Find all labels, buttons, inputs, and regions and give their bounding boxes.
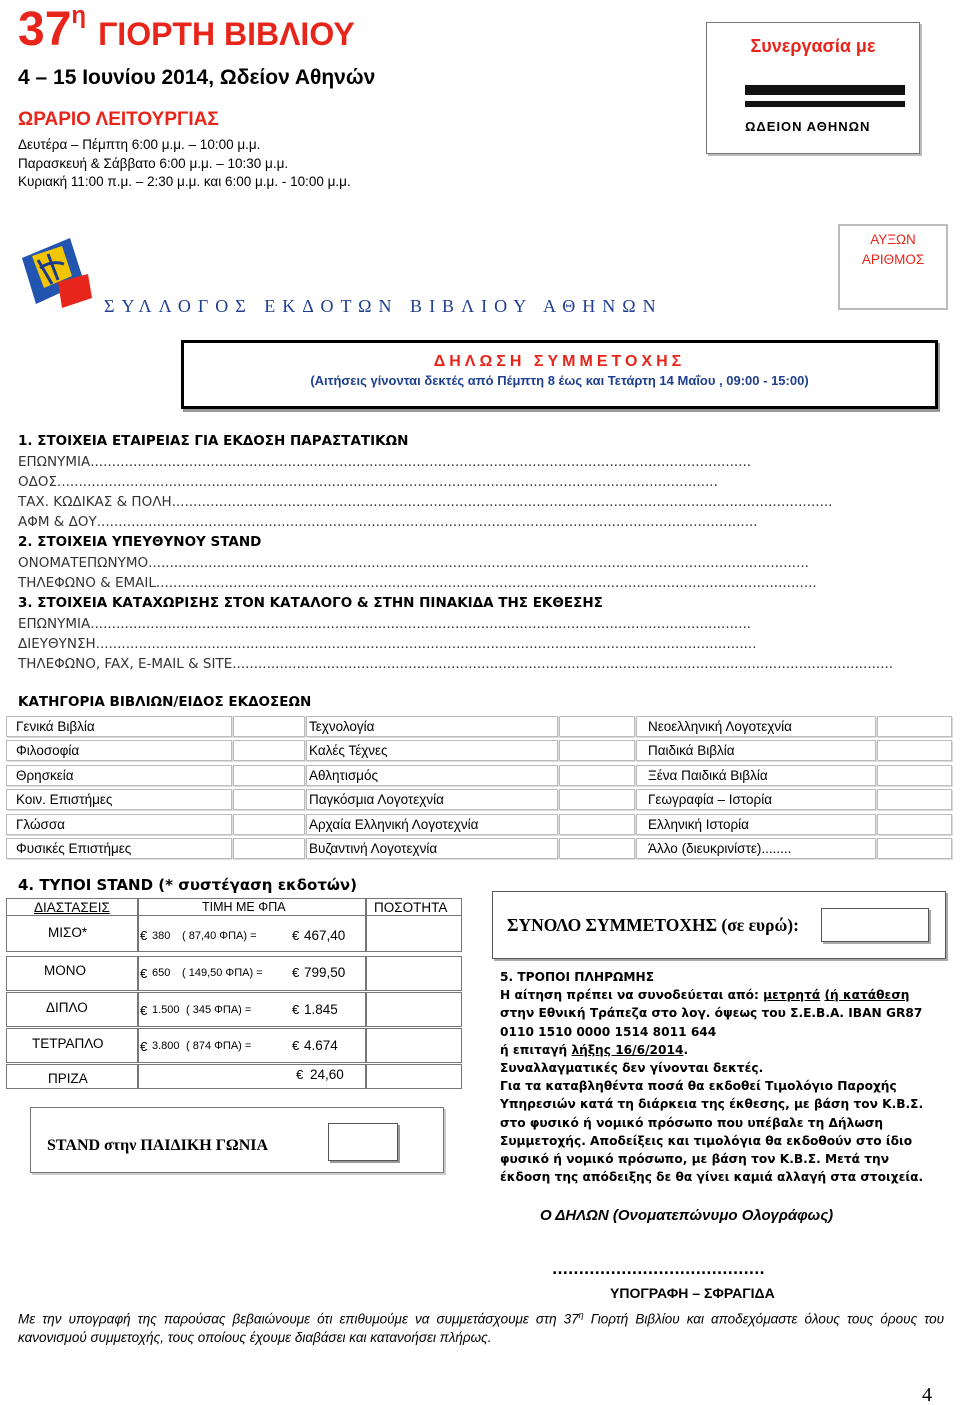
euro-icon: €	[292, 1038, 300, 1053]
hours-line: Παρασκευή & Σάββατο 6:00 μ.μ. – 10:30 μ.μ.	[18, 155, 289, 171]
edition-suffix: η	[71, 2, 87, 29]
payment-text: ή επιταγή	[500, 1042, 572, 1057]
cooperation-box	[706, 22, 920, 154]
odeon-logo: ΩΔΕΙΟΝ ΑΘΗΝΩΝ	[745, 119, 871, 134]
stand-type-label: ΤΕΤΡΑΠΛΟ	[32, 1036, 104, 1051]
stand-types-title: 4. ΤΥΠΟΙ STAND (* συστέγαση εκδοτών)	[18, 876, 358, 894]
stand-price-total: 799,50	[304, 965, 346, 980]
category-checkbox[interactable]	[233, 765, 305, 786]
stand-type-label: ΔΙΠΛΟ	[46, 1000, 88, 1015]
category-label: Ελληνική Ιστορία	[648, 816, 749, 832]
category-label: Θρησκεία	[16, 767, 74, 783]
category-label: Καλές Τέχνες	[309, 743, 388, 759]
category-label: Αρχαία Ελληνική Λογοτεχνία	[309, 816, 479, 832]
total-amount-input[interactable]	[821, 908, 929, 942]
stand-price-total: 1.845	[304, 1002, 338, 1017]
euro-icon: €	[140, 928, 148, 943]
field-label: ΕΠΩΝΥΜΙΑ	[18, 454, 91, 470]
street-field[interactable]: ΟΔΟΣ..........................................................................................................................................................	[18, 474, 718, 490]
stand-price-net: 650	[152, 967, 171, 979]
declaration-header	[181, 340, 938, 409]
page-title	[18, 2, 355, 57]
serial-number-box[interactable]	[838, 224, 948, 310]
section-3-title: 3. ΣΤΟΙΧΕΙΑ ΚΑΤΑΧΩΡΙΣΗΣ ΣΤΟΝ ΚΑΤΑΛΟΓΟ & ΣΤΗΝ ΠΙΝΑΚΙΔΑ ΤΗΣ ΕΚΘΕΣΗΣ	[18, 595, 603, 611]
col-dimensions: ΔΙΑΣΤΑΣΕΙΣ	[34, 900, 110, 915]
stand-quantity-input[interactable]	[366, 1028, 462, 1063]
section-1-title: 1. ΣΤΟΙΧΕΙΑ ΕΤΑΙΡΕΙΑΣ ΓΙΑ ΕΚΔΟΣΗ ΠΑΡΑΣΤΑΤΙΚΩΝ	[18, 433, 409, 449]
catalogue-name-field[interactable]: ΕΠΩΝΥΜΙΑ..........................................................................................................................................................	[18, 616, 752, 632]
category-label: Γλώσσα	[16, 816, 65, 832]
category-row	[6, 812, 952, 836]
euro-icon: €	[140, 1003, 148, 1018]
stand-price-total: 4.674	[304, 1038, 338, 1053]
category-label: Γεωγραφία – Ιστορία	[648, 792, 773, 808]
stand-row-single	[6, 956, 462, 992]
declaration-heading: ΔΗΛΩΣΗ ΣΥΜΜΕΤΟΧΗΣ	[433, 353, 686, 370]
odeon-logo-bar	[745, 85, 905, 95]
stand-quantity-input[interactable]	[366, 956, 462, 991]
stand-row-double	[6, 992, 462, 1028]
declaration-subheading: (Αιτήσεις γίνονται δεκτές από Πέμπτη 8 έως και Τετάρτη 14 Μαΐου , 09:00 - 15:00)	[310, 373, 809, 388]
category-checkbox[interactable]	[877, 740, 952, 761]
stand-type-label: ΠΡΙΖΑ	[48, 1071, 88, 1086]
section-2-title: 2. ΣΤΟΙΧΕΙΑ ΥΠΕΥΘΥΝΟΥ STAND	[18, 534, 262, 550]
category-row	[6, 763, 952, 787]
category-label: Τεχνολογία	[309, 719, 375, 734]
payment-paragraph: Συναλλαγματικές δεν γίνονται δεκτές.	[500, 1061, 764, 1076]
stand-type-label: ΜΟΝΟ	[44, 963, 86, 978]
euro-icon: €	[292, 928, 300, 943]
category-checkbox[interactable]	[877, 765, 952, 786]
responsible-name-field[interactable]: ΟΝΟΜΑΤΕΠΩΝΥΜΟ..........................................................................................................................................................	[18, 555, 809, 571]
contact-site-field[interactable]: ΤΗΛΕΦΩΝΟ, FAX, E-MAIL & SITE..........................................................................................................................................................	[18, 656, 894, 672]
euro-icon: €	[296, 1067, 304, 1082]
category-label: Νεοελληνική Λογοτεχνία	[648, 719, 792, 734]
payment-paragraph: Για τα καταβληθέντα ποσά θα εκδοθεί Τιμολόγιο Παροχής Υπηρεσιών κατά τη διάρκεια της έκθεσης, με βάση τον Κ.Β.Σ. στο φυσικό ή νομικό πρόσωπο που υπέβαλε τη Δήλωση Συμμετοχής. Αποδείξεις και τιμολόγια θα εκδοθούν στο ίδιο φυσικό ή νομικό πρόσωπο, με βάση τον Κ.Β.Σ. Μετά την έκδοση της απόδειξης δε θα γίνει καμιά αλλαγή στα στοιχεία.	[500, 1079, 924, 1185]
field-label: ΑΦΜ & ΔΟΥ	[18, 514, 97, 530]
category-label: Φιλοσοφία	[16, 743, 80, 759]
payment-text: .	[683, 1042, 689, 1057]
opening-hours	[18, 136, 351, 192]
date-venue: 4 – 15 Ιουνίου 2014, Ωδείον Αθηνών	[18, 66, 376, 89]
field-label: ΔΙΕΥΘΥΝΣΗ	[18, 636, 96, 652]
odeon-logo-bar	[745, 101, 905, 107]
stand-price-vat: ( 87,40 ΦΠΑ) =	[182, 930, 257, 942]
field-label: ΤΑΧ. ΚΩΔΙΚΑΣ & ΠΟΛΗ	[18, 494, 172, 510]
children-corner-label: STAND στην ΠΑΙΔΙΚΗ ΓΩΝΙΑ	[47, 1137, 269, 1154]
page-number: 4	[922, 1384, 932, 1405]
note-text: Γιορτή Βιβλίου και αποδεχόμαστε όλους τους όρους του κανονισμού συμμετοχής, τους οποίους έχουμε διαβάσει και κατανοήσει πλήρως.	[18, 1311, 944, 1345]
payment-deposit: (ή κατάθεση	[824, 988, 910, 1003]
category-checkbox[interactable]	[877, 838, 952, 859]
stand-price-vat: ( 345 ΦΠΑ) =	[186, 1004, 252, 1016]
category-checkbox[interactable]	[233, 814, 305, 835]
category-label: Παγκόσμια Λογοτεχνία	[309, 792, 444, 808]
children-corner-box	[30, 1107, 444, 1173]
category-checkbox[interactable]	[877, 716, 952, 737]
publishers-association-name: ΣΥΛΛΟΓΟΣ ΕΚΔΟΤΩΝ ΒΙΒΛΙΟΥ ΑΘΗΝΩΝ	[104, 296, 663, 316]
col-price: ΤΙΜΗ ΜΕ ΦΠΑ	[202, 900, 286, 914]
total-participation-box	[492, 891, 946, 959]
header-divider	[6, 915, 462, 916]
title-text: ΓΙΟΡΤΗ ΒΙΒΛΙΟΥ	[98, 16, 355, 52]
stand-type-label: ΜΙΣΟ*	[48, 925, 88, 940]
euro-icon: €	[292, 1002, 300, 1017]
category-row	[6, 787, 952, 811]
euro-icon: €	[292, 965, 300, 980]
stand-row-socket	[6, 1064, 462, 1090]
category-row	[6, 738, 952, 762]
category-checkbox[interactable]	[559, 789, 635, 810]
serial-label-line: ΑΥΞΩΝ	[870, 232, 916, 247]
euro-icon: €	[140, 1039, 148, 1054]
category-label: Ξένα Παιδικά Βιβλία	[648, 767, 768, 783]
phone-email-field[interactable]: ΤΗΛΕΦΩΝΟ & EMAIL..........................................................................................................................................................	[18, 575, 817, 591]
serial-label-line: ΑΡΙΘΜΟΣ	[861, 252, 925, 267]
payment-cash: μετρητά	[763, 988, 821, 1003]
stand-price-vat: ( 149,50 ΦΠΑ) =	[182, 967, 263, 979]
field-label: ΟΔΟΣ	[18, 474, 58, 490]
category-checkbox[interactable]	[233, 838, 305, 859]
category-checkbox[interactable]	[559, 814, 635, 835]
stand-price-total: 467,40	[304, 928, 346, 943]
payment-title: 5. ΤΡΟΠΟΙ ΠΛΗΡΩΜΗΣ	[500, 970, 655, 984]
serial-number-label	[840, 226, 946, 270]
postcode-city-field[interactable]: ΤΑΧ. ΚΩΔΙΚΑΣ & ΠΟΛΗ..........................................................................................................................................................	[18, 494, 833, 510]
hours-heading: ΩΡΑΡΙΟ ΛΕΙΤΟΥΡΓΙΑΣ	[18, 109, 219, 130]
note-superscript: η	[578, 1310, 584, 1320]
payment-text: Η αίτηση πρέπει να συνοδεύεται από:	[500, 988, 764, 1003]
payment-paragraph	[500, 986, 940, 1041]
payment-text: στην Εθνική Τράπεζα στο λογ. όψεως του Σ.Ε.Β.Α. IBAN GR87 0110 1510 0000 1514 8011 644	[500, 1006, 923, 1039]
hours-line: Δευτέρα – Πέμπτη 6:00 μ.μ. – 10:00 μ.μ.	[18, 137, 261, 152]
category-label: Αθλητισμός	[309, 767, 378, 783]
category-checkbox[interactable]	[233, 789, 305, 810]
category-checkbox[interactable]	[233, 740, 305, 761]
category-checkbox[interactable]	[559, 716, 635, 737]
note-text: Με την υπογραφή της παρούσας βεβαιώνουμε ότι επιθυμούμε να συμμετάσχουμε στη 37	[18, 1311, 579, 1327]
category-checkbox[interactable]	[233, 716, 305, 737]
payment-check-date: λήξης 16/6/2014	[571, 1042, 684, 1057]
hours-line: Κυριακή 11:00 π.μ. – 2:30 μ.μ. και 6:00 μ.μ. - 10:00 μ.μ.	[18, 174, 351, 189]
euro-icon: €	[140, 966, 148, 981]
vat-tax-office-field[interactable]: ΑΦΜ & ΔΟΥ..........................................................................................................................................................	[18, 514, 758, 530]
category-checkbox[interactable]	[877, 789, 952, 810]
signature-line[interactable]: ........................................	[552, 1262, 765, 1278]
stand-row-quadruple	[6, 1028, 462, 1064]
category-checkbox[interactable]	[877, 814, 952, 835]
field-label: ΕΠΩΝΥΜΙΑ	[18, 616, 91, 632]
category-checkbox[interactable]	[559, 740, 635, 761]
declarant-label: Ο ΔΗΛΩΝ (Ονοματεπώνυμο Ολογράφως)	[540, 1207, 834, 1224]
category-label: Παιδικά Βιβλία	[648, 743, 735, 759]
stand-price-net: 380	[152, 930, 171, 942]
category-row	[6, 836, 952, 860]
total-label: ΣΥΝΟΛΟ ΣΥΜΜΕΤΟΧΗΣ (σε ευρώ):	[507, 915, 799, 935]
edition-number: 37	[18, 3, 72, 56]
category-label: Γενικά Βιβλία	[16, 719, 95, 734]
signature-stamp-label: ΥΠΟΓΡΑΦΗ – ΣΦΡΑΓΙΔΑ	[610, 1285, 775, 1301]
stand-price-net: 1.500	[152, 1004, 180, 1016]
field-label: ΟΝΟΜΑΤΕΠΩΝΥΜΟ	[18, 555, 149, 571]
final-declaration-note	[18, 1306, 944, 1347]
categories-title: ΚΑΤΗΓΟΡΙΑ ΒΙΒΛΙΩΝ/ΕΙΔΟΣ ΕΚΔΟΣΕΩΝ	[18, 694, 312, 710]
children-corner-input[interactable]	[328, 1123, 398, 1161]
company-name-field[interactable]: ΕΠΩΝΥΜΙΑ..........................................................................................................................................................	[18, 454, 752, 470]
category-label: Βυζαντινή Λογοτεχνία	[309, 840, 438, 856]
publishers-logo-icon	[18, 238, 94, 310]
address-field[interactable]: ΔΙΕΥΘΥΝΣΗ..........................................................................................................................................................	[18, 636, 757, 652]
categories-grid	[6, 714, 952, 860]
stand-quantity-input[interactable]	[366, 1064, 462, 1089]
category-label: Κοιν. Επιστήμες	[16, 792, 113, 808]
field-label: ΤΗΛΕΦΩΝΟ & EMAIL	[18, 575, 156, 591]
stand-price-net: 3.800	[152, 1040, 180, 1052]
stand-price-total: 24,60	[310, 1067, 344, 1082]
payment-methods	[500, 968, 940, 1186]
stand-price-vat: ( 874 ΦΠΑ) =	[186, 1040, 252, 1052]
category-label: Φυσικές Επιστήμες	[16, 840, 132, 856]
stand-quantity-input[interactable]	[366, 992, 462, 1027]
category-checkbox[interactable]	[559, 838, 635, 859]
field-label: ΤΗΛΕΦΩΝΟ, FAX, E-MAIL & SITE	[18, 656, 233, 672]
category-label: Άλλο (διευκρινίστε)........	[648, 840, 792, 856]
category-checkbox[interactable]	[559, 765, 635, 786]
category-row	[6, 714, 952, 738]
payment-paragraph	[500, 1041, 940, 1059]
col-quantity: ΠΟΣΟΤΗΤΑ	[374, 900, 448, 915]
cooperation-label: Συνεργασία με	[750, 36, 876, 56]
